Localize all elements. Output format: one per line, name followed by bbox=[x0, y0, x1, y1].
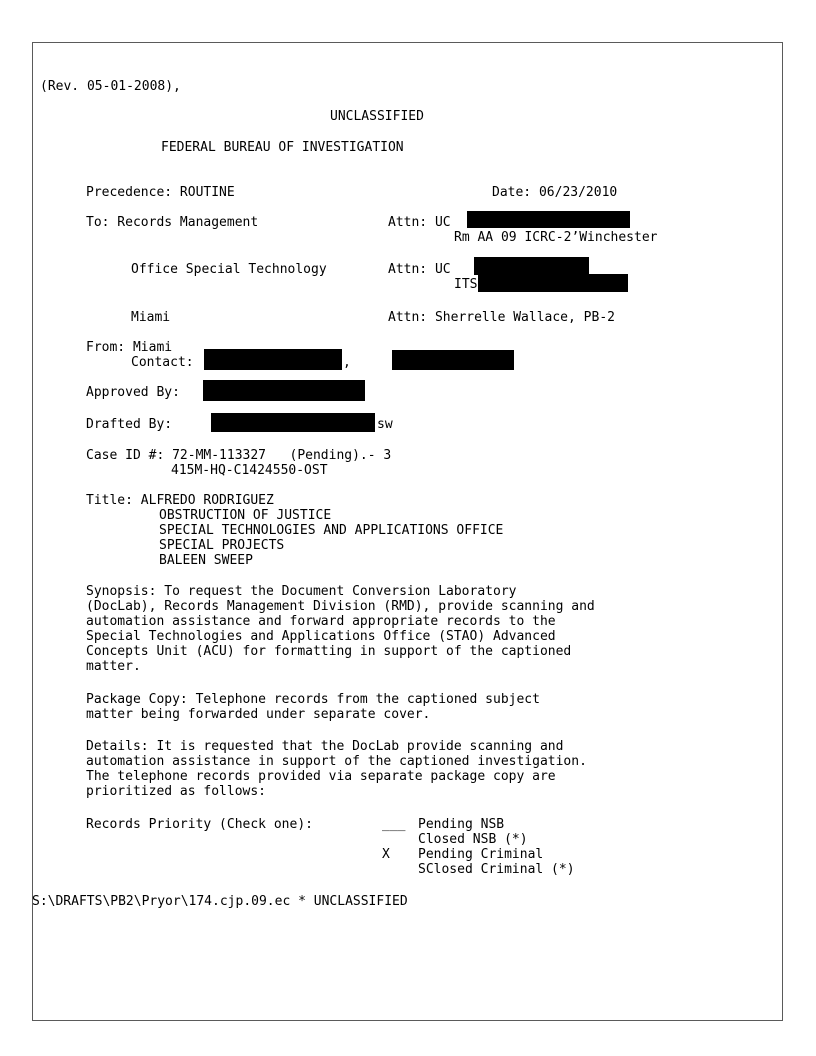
title-subline: SPECIAL TECHNOLOGIES AND APPLICATIONS OFFICE bbox=[159, 523, 504, 538]
attn-ost-sub: ITS bbox=[454, 277, 478, 292]
contact-separator: , bbox=[343, 355, 351, 370]
attn-miami: Attn: Sherrelle Wallace, PB-2 bbox=[388, 310, 615, 325]
revision-line: (Rev. 05-01-2008), bbox=[40, 79, 181, 94]
synopsis-line: (DocLab), Records Management Division (RMD), provide scanning and bbox=[86, 599, 595, 614]
contact-label: Contact: bbox=[131, 355, 194, 370]
drafted-by-initials: sw bbox=[377, 417, 393, 432]
to-office-special-technology: Office Special Technology bbox=[131, 262, 327, 277]
date: Date: 06/23/2010 bbox=[492, 185, 618, 200]
synopsis-line: Concepts Unit (ACU) for formatting in support of the captioned bbox=[86, 644, 572, 659]
to-miami: Miami bbox=[131, 310, 171, 325]
package-copy-line: matter being forwarded under separate cover. bbox=[86, 707, 431, 722]
details-line: prioritized as follows: bbox=[86, 784, 267, 799]
priority-checked-mark: X bbox=[382, 847, 390, 862]
to-records-management: To: Records Management bbox=[86, 215, 259, 230]
records-priority-label: Records Priority (Check one): bbox=[86, 817, 313, 832]
synopsis-line: Special Technologies and Applications Office (STAO) Advanced bbox=[86, 629, 556, 644]
from-office: From: Miami bbox=[86, 340, 173, 355]
redaction-box bbox=[211, 413, 375, 432]
redaction-box bbox=[204, 349, 342, 370]
details-line: Details: It is requested that the DocLab provide scanning and bbox=[86, 739, 564, 754]
approved-by-label: Approved By: bbox=[86, 385, 180, 400]
synopsis-line: matter. bbox=[86, 659, 141, 674]
synopsis-line: automation assistance and forward appropriate records to the bbox=[86, 614, 556, 629]
details-line: The telephone records provided via separate package copy are bbox=[86, 769, 556, 784]
priority-option: Closed NSB (*) bbox=[418, 832, 528, 847]
redaction-box bbox=[467, 211, 630, 228]
attn-records-label: Attn: UC bbox=[388, 215, 451, 230]
title-subline: OBSTRUCTION OF JUSTICE bbox=[159, 508, 332, 523]
agency-title: FEDERAL BUREAU OF INVESTIGATION bbox=[161, 140, 404, 155]
case-id-secondary: 415M-HQ-C1424550-OST bbox=[171, 463, 328, 478]
redaction-box bbox=[478, 274, 628, 292]
package-copy-line: Package Copy: Telephone records from the captioned subject bbox=[86, 692, 540, 707]
drafted-by-label: Drafted By: bbox=[86, 417, 173, 432]
details-line: automation assistance in support of the captioned investigation. bbox=[86, 754, 587, 769]
case-id-line: Case ID #: 72-MM-113327 (Pending).- 3 bbox=[86, 448, 392, 463]
priority-option: SClosed Criminal (*) bbox=[418, 862, 575, 877]
title-line: Title: ALFREDO RODRIGUEZ bbox=[86, 493, 274, 508]
synopsis-line: Synopsis: To request the Document Conversion Laboratory bbox=[86, 584, 517, 599]
redaction-box bbox=[474, 257, 589, 275]
precedence: Precedence: ROUTINE bbox=[86, 185, 235, 200]
title-subline: SPECIAL PROJECTS bbox=[159, 538, 285, 553]
footer-path: S:\DRAFTS\PB2\Pryor\174.cjp.09.ec * UNCLASSIFIED bbox=[32, 894, 408, 909]
priority-option: Pending Criminal bbox=[418, 847, 544, 862]
redaction-box bbox=[392, 350, 514, 370]
title-subline: BALEEN SWEEP bbox=[159, 553, 253, 568]
priority-blank-mark: ___ bbox=[382, 817, 406, 832]
redaction-box bbox=[203, 380, 365, 401]
priority-option: Pending NSB bbox=[418, 817, 505, 832]
attn-ost-label: Attn: UC bbox=[388, 262, 451, 277]
classification-header: UNCLASSIFIED bbox=[330, 109, 424, 124]
attn-records-room: Rm AA 09 ICRC-2’Winchester bbox=[454, 230, 658, 245]
